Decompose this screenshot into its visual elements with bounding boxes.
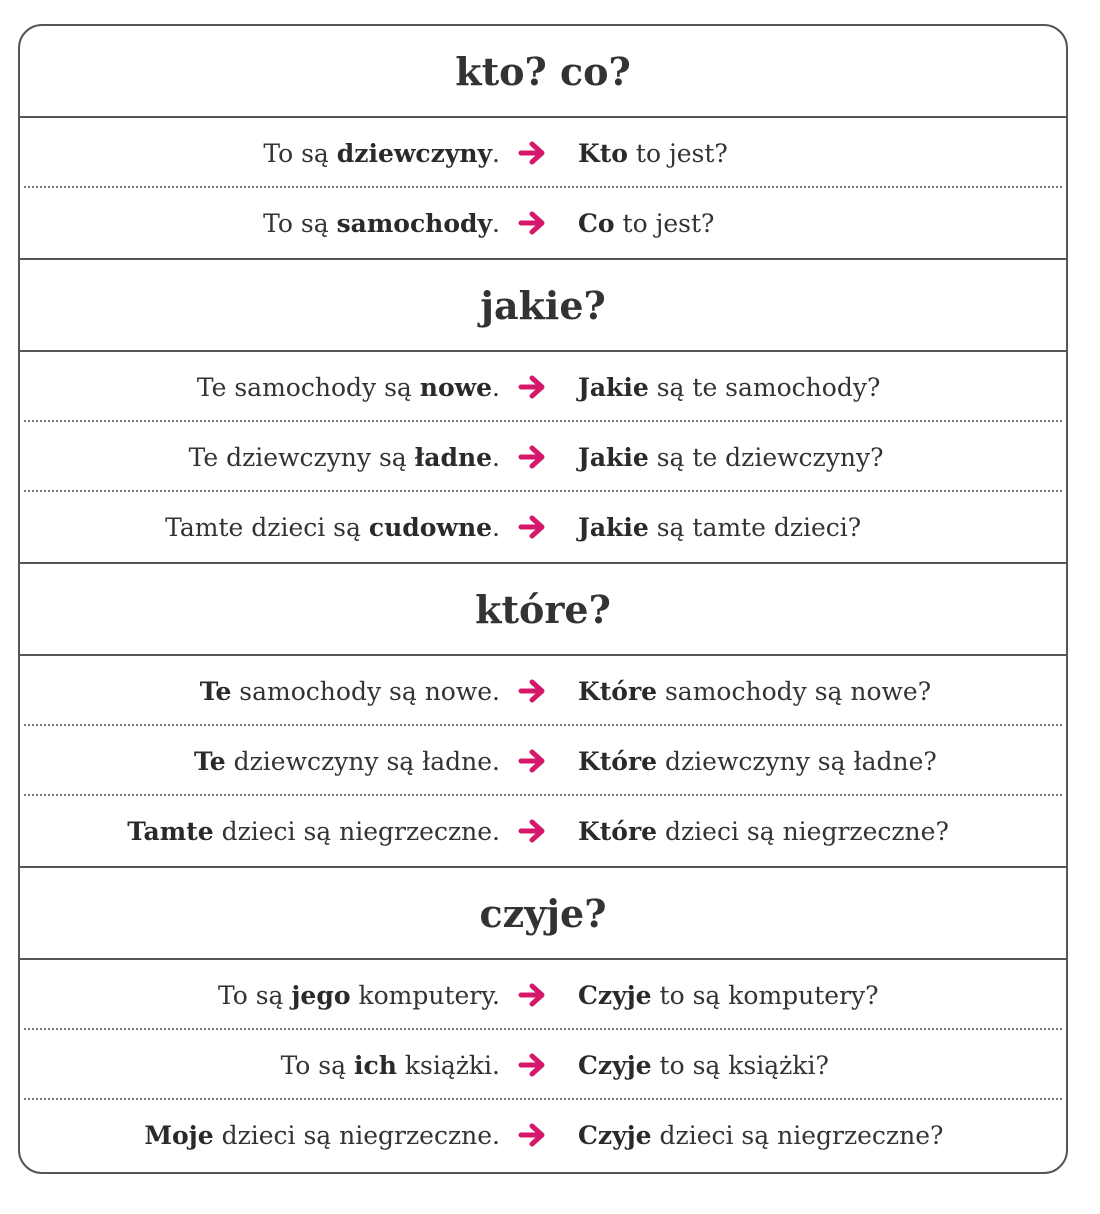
statement-text bbox=[20, 677, 500, 706]
text-fragment: dzieci są niegrzeczne. bbox=[213, 1120, 500, 1150]
arrow-right-icon bbox=[500, 1122, 566, 1148]
bold-fragment: Te bbox=[194, 746, 226, 776]
arrow-right-icon bbox=[500, 514, 566, 540]
statement-text bbox=[20, 747, 500, 776]
section-heading: jakie? bbox=[20, 258, 1066, 352]
text-fragment: . bbox=[492, 208, 500, 238]
arrow-right-icon bbox=[500, 982, 566, 1008]
statement-text bbox=[20, 1121, 500, 1150]
arrow-right-icon bbox=[500, 1052, 566, 1078]
arrow-right-icon bbox=[500, 748, 566, 774]
section-1 bbox=[20, 258, 1066, 562]
bold-fragment: dziewczyny bbox=[336, 138, 493, 168]
text-fragment: dzieci są niegrzeczne. bbox=[213, 816, 500, 846]
arrow-right-icon bbox=[500, 140, 566, 166]
text-fragment: to jest? bbox=[627, 138, 728, 168]
table-row bbox=[20, 422, 1066, 492]
question-text bbox=[566, 677, 1066, 706]
grammar-table bbox=[18, 24, 1068, 1174]
text-fragment: To są bbox=[217, 980, 292, 1010]
bold-fragment: nowe bbox=[419, 372, 493, 402]
section-heading: kto? co? bbox=[20, 26, 1066, 118]
text-fragment: są te samochody? bbox=[648, 372, 881, 402]
arrow-right-icon bbox=[500, 210, 566, 236]
text-fragment: to są książki? bbox=[651, 1050, 829, 1080]
table-row bbox=[20, 188, 1066, 258]
text-fragment: . bbox=[492, 442, 500, 472]
text-fragment: To są bbox=[263, 138, 337, 168]
question-text bbox=[566, 443, 1066, 472]
table-row bbox=[20, 118, 1066, 188]
bold-fragment: Które bbox=[578, 816, 658, 846]
question-text bbox=[566, 513, 1066, 542]
table-row bbox=[20, 492, 1066, 562]
text-fragment: dziewczyny są ładne? bbox=[657, 746, 937, 776]
text-fragment: samochody są nowe? bbox=[657, 676, 932, 706]
table-row bbox=[20, 656, 1066, 726]
text-fragment: dzieci są niegrzeczne? bbox=[651, 1120, 944, 1150]
bold-fragment: jego bbox=[291, 980, 351, 1010]
table-row bbox=[20, 352, 1066, 422]
statement-text bbox=[20, 139, 500, 168]
bold-fragment: Które bbox=[578, 746, 658, 776]
bold-fragment: Te bbox=[199, 676, 232, 706]
text-fragment: to są komputery? bbox=[651, 980, 879, 1010]
bold-fragment: cudowne bbox=[368, 512, 493, 542]
bold-fragment: Kto bbox=[578, 138, 628, 168]
statement-text bbox=[20, 373, 500, 402]
bold-fragment: ich bbox=[354, 1050, 397, 1080]
question-text bbox=[566, 1051, 1066, 1080]
statement-text bbox=[20, 443, 500, 472]
statement-text bbox=[20, 513, 500, 542]
question-text bbox=[566, 981, 1066, 1010]
section-3 bbox=[20, 866, 1066, 1170]
text-fragment: książki. bbox=[396, 1050, 500, 1080]
bold-fragment: Moje bbox=[144, 1120, 214, 1150]
bold-fragment: Jakie bbox=[578, 512, 649, 542]
table-row bbox=[20, 1100, 1066, 1170]
table-row bbox=[20, 796, 1066, 866]
section-heading: które? bbox=[20, 562, 1066, 656]
text-fragment: . bbox=[492, 138, 500, 168]
arrow-right-icon bbox=[500, 444, 566, 470]
text-fragment: samochody są nowe. bbox=[231, 676, 500, 706]
question-text bbox=[566, 817, 1066, 846]
question-text bbox=[566, 139, 1066, 168]
arrow-right-icon bbox=[500, 678, 566, 704]
question-text bbox=[566, 747, 1066, 776]
section-0 bbox=[20, 26, 1066, 258]
section-2 bbox=[20, 562, 1066, 866]
text-fragment: . bbox=[492, 512, 500, 542]
table-row bbox=[20, 726, 1066, 796]
text-fragment: To są bbox=[263, 208, 337, 238]
text-fragment: . bbox=[492, 372, 500, 402]
bold-fragment: Jakie bbox=[578, 442, 649, 472]
text-fragment: Tamte dzieci są bbox=[165, 512, 369, 542]
statement-text bbox=[20, 981, 500, 1010]
section-heading: czyje? bbox=[20, 866, 1066, 960]
bold-fragment: samochody bbox=[336, 208, 493, 238]
bold-fragment: Tamte bbox=[127, 816, 214, 846]
statement-text bbox=[20, 209, 500, 238]
arrow-right-icon bbox=[500, 818, 566, 844]
text-fragment: Te samochody są bbox=[196, 372, 420, 402]
text-fragment: komputery. bbox=[350, 980, 500, 1010]
text-fragment: Te dziewczyny są bbox=[188, 442, 415, 472]
question-text bbox=[566, 373, 1066, 402]
text-fragment: dzieci są niegrzeczne? bbox=[657, 816, 949, 846]
question-text bbox=[566, 209, 1066, 238]
text-fragment: to jest? bbox=[614, 208, 715, 238]
bold-fragment: Jakie bbox=[578, 372, 649, 402]
bold-fragment: Czyje bbox=[578, 1050, 652, 1080]
text-fragment: są te dziewczyny? bbox=[648, 442, 884, 472]
bold-fragment: Czyje bbox=[578, 1120, 652, 1150]
bold-fragment: Czyje bbox=[578, 980, 652, 1010]
bold-fragment: Które bbox=[578, 676, 658, 706]
bold-fragment: Co bbox=[578, 208, 615, 238]
statement-text bbox=[20, 817, 500, 846]
text-fragment: To są bbox=[280, 1050, 354, 1080]
question-text bbox=[566, 1121, 1066, 1150]
table-row bbox=[20, 1030, 1066, 1100]
table-row bbox=[20, 960, 1066, 1030]
statement-text bbox=[20, 1051, 500, 1080]
text-fragment: są tamte dzieci? bbox=[648, 512, 862, 542]
bold-fragment: ładne bbox=[414, 442, 493, 472]
text-fragment: dziewczyny są ładne. bbox=[225, 746, 500, 776]
arrow-right-icon bbox=[500, 374, 566, 400]
